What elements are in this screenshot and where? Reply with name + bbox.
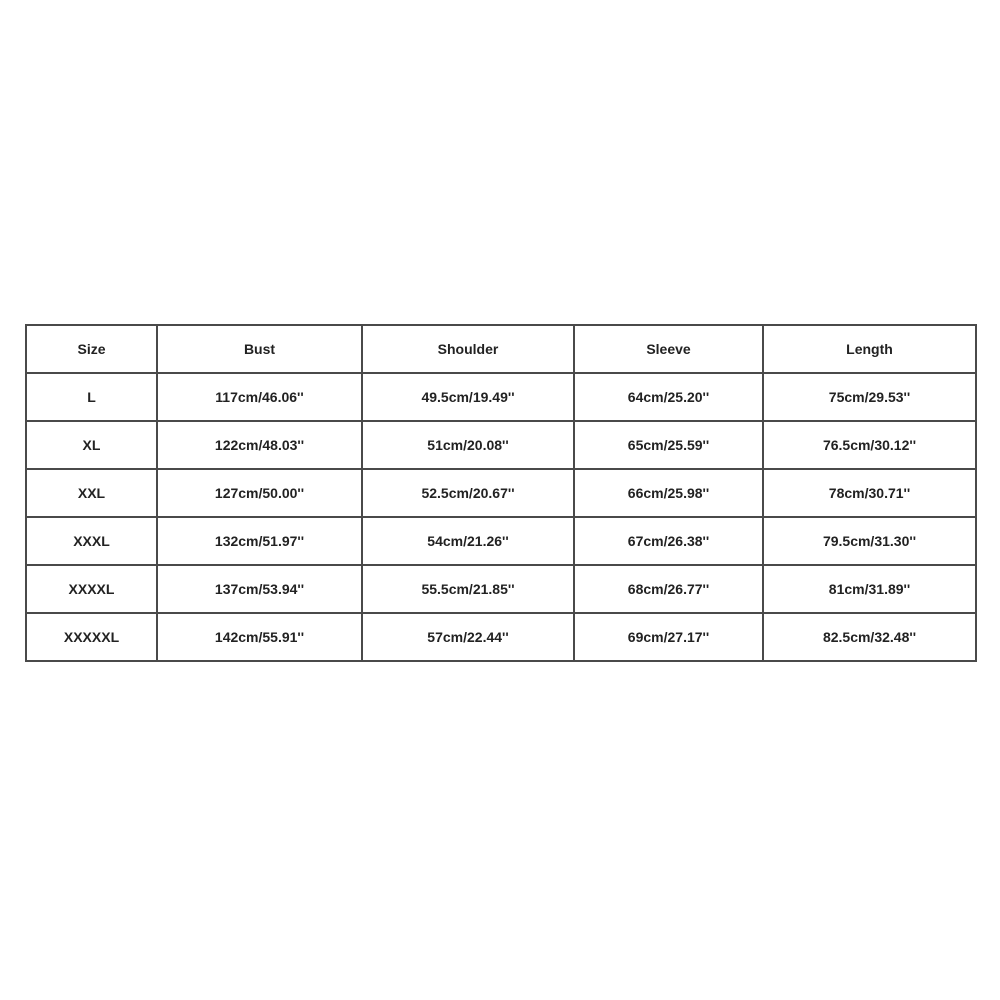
cell-length: 76.5cm/30.12'' (763, 421, 976, 469)
table-row (26, 421, 976, 469)
cell-shoulder: 51cm/20.08'' (362, 421, 574, 469)
table-row (26, 373, 976, 421)
cell-sleeve: 66cm/25.98'' (574, 469, 763, 517)
cell-shoulder: 57cm/22.44'' (362, 613, 574, 661)
table-row (26, 517, 976, 565)
table-row (26, 469, 976, 517)
cell-length: 82.5cm/32.48'' (763, 613, 976, 661)
cell-shoulder: 49.5cm/19.49'' (362, 373, 574, 421)
cell-size: XXXXXL (26, 613, 157, 661)
table-row (26, 565, 976, 613)
cell-size: XXXL (26, 517, 157, 565)
cell-sleeve: 64cm/25.20'' (574, 373, 763, 421)
cell-length: 75cm/29.53'' (763, 373, 976, 421)
header-shoulder: Shoulder (362, 325, 574, 373)
cell-bust: 122cm/48.03'' (157, 421, 362, 469)
table-row (26, 613, 976, 661)
cell-shoulder: 52.5cm/20.67'' (362, 469, 574, 517)
cell-sleeve: 65cm/25.59'' (574, 421, 763, 469)
header-length: Length (763, 325, 976, 373)
cell-sleeve: 69cm/27.17'' (574, 613, 763, 661)
cell-shoulder: 55.5cm/21.85'' (362, 565, 574, 613)
cell-bust: 127cm/50.00'' (157, 469, 362, 517)
cell-bust: 117cm/46.06'' (157, 373, 362, 421)
cell-sleeve: 68cm/26.77'' (574, 565, 763, 613)
cell-size: L (26, 373, 157, 421)
table-header-row (26, 325, 976, 373)
cell-size: XXXXL (26, 565, 157, 613)
header-bust: Bust (157, 325, 362, 373)
cell-length: 79.5cm/31.30'' (763, 517, 976, 565)
cell-bust: 137cm/53.94'' (157, 565, 362, 613)
cell-bust: 142cm/55.91'' (157, 613, 362, 661)
cell-length: 81cm/31.89'' (763, 565, 976, 613)
header-sleeve: Sleeve (574, 325, 763, 373)
header-size: Size (26, 325, 157, 373)
cell-length: 78cm/30.71'' (763, 469, 976, 517)
cell-bust: 132cm/51.97'' (157, 517, 362, 565)
cell-size: XL (26, 421, 157, 469)
cell-size: XXL (26, 469, 157, 517)
size-chart-table (25, 324, 977, 662)
cell-shoulder: 54cm/21.26'' (362, 517, 574, 565)
cell-sleeve: 67cm/26.38'' (574, 517, 763, 565)
